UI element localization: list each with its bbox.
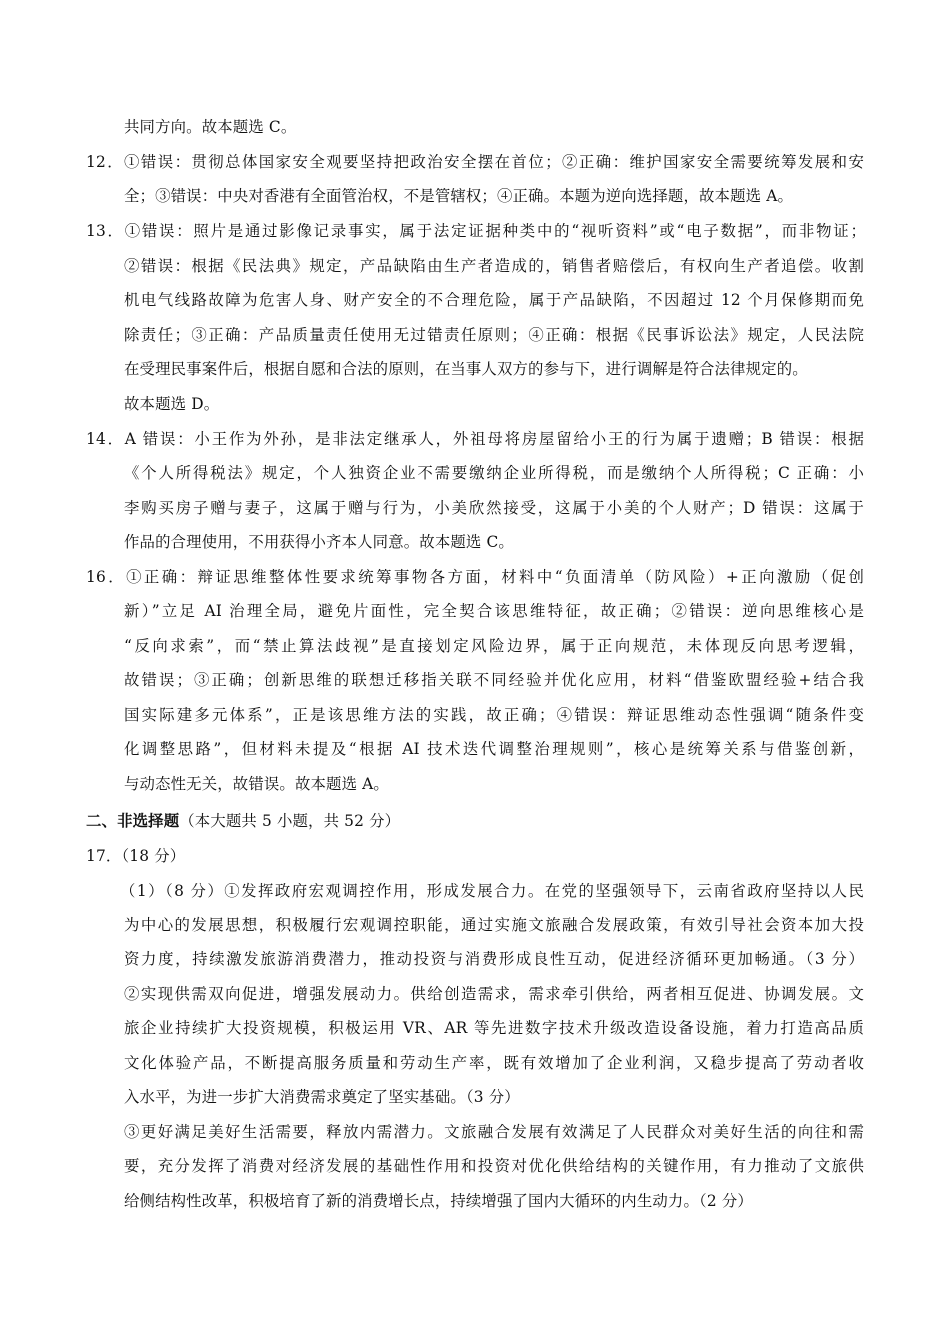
text-line: 新）”立足 AI 治理全局，避免片面性，完全契合该思维特征，故正确；②错误：逆向思维核心是 [124,602,864,620]
text-line: 除责任；③正确：产品质量责任使用无过错责任原则；④正确：根据《民事诉讼法》规定，人民法院 [124,326,864,344]
text-line: 13．①错误：照片是通过影像记录事实，属于法定证据种类中的“视听资料”或“电子数据”，而非物证； [86,222,866,240]
text-line: 与动态性无关，故错误。故本题选 A。 [124,775,389,793]
text-line: 李购买房子赠与妻子，这属于赠与行为，小美欣然接受，这属于小美的个人财产；D 错误：这属于 [124,499,864,517]
text-line: 《个人所得税法》规定，个人独资企业不需要缴纳企业所得税，而是缴纳个人所得税；C 正确：小 [124,464,864,482]
text-line: 为中心的发展思想，积极履行宏观调控职能，通过实施文旅融合发展政策，有效引导社会资本加大投 [124,916,864,934]
text-line: 文化体验产品，不断提高服务质量和劳动生产率，既有效增加了企业利润，又稳步提高了劳动者收 [124,1054,864,1072]
text-line: “反向求索”，而“禁止算法歧视”是直接划定风险边界，属于正向规范，未体现反向思考逻辑， [124,637,864,655]
text-line: 机电气线路故障为危害人身、财产安全的不合理危险，属于产品缺陷，不因超过 12 个月保修期而免 [124,291,864,309]
text-line: 全；③错误：中央对香港有全面管治权，不是管辖权；④正确。本题为逆向选择题，故本题选 A。 [124,187,794,205]
text-line: 国实际建多元体系”，正是该思维方法的实践，故正确；④错误：辩证思维动态性强调“随条件变 [124,706,864,724]
text-line: 共同方向。故本题选 C。 [124,118,297,136]
text-line: 16．①正确：辩证思维整体性要求统筹事物各方面，材料中“负面清单（防风险）+正向激励（促创 [86,568,864,586]
text-line: 故本题选 D。 [124,395,220,413]
text-line: 故错误；③正确；创新思维的联想迁移指关联不同经验并优化应用，材料“借鉴欧盟经验+结合我 [124,671,864,689]
text-line: ②错误：根据《民法典》规定，产品缺陷由生产者造成的，销售者赔偿后，有权向生产者追偿。收割 [124,257,864,275]
text-line: 在受理民事案件后，根据自愿和合法的原则，在当事人双方的参与下，进行调解是符合法律规定的。 [124,360,808,378]
text-line: 给侧结构性改革，积极培育了新的消费增长点，持续增强了国内大循环的内生动力。（2 分） [124,1192,753,1210]
text-line: 17．（18 分） [86,847,186,865]
text-line: 12．①错误：贯彻总体国家安全观要坚持把政治安全摆在首位；②正确：维护国家安全需要统筹发展和安 [86,153,864,171]
text-line: （1）（8 分）①发挥政府宏观调控作用，形成发展合力。在党的坚强领导下，云南省政府坚持以人民 [120,882,864,900]
text-line: 14．A 错误：小王作为外孙，是非法定继承人，外祖母将房屋留给小王的行为属于遗赠；B 错误：根据 [86,430,864,448]
section-heading-title: 二、非选择题 [86,812,180,830]
text-line: ②实现供需双向促进，增强发展动力。供给创造需求，需求牵引供给，两者相互促进、协调发展。文 [124,985,864,1003]
text-line: 旅企业持续扩大投资规模，积极运用 VR、AR 等先进数字技术升级改造设备设施，着力打造高品质 [124,1019,864,1037]
text-line: 化调整思路”，但材料未提及“根据 AI 技术迭代调整治理规则”，核心是统筹关系与借鉴创新， [124,740,864,758]
text-line: 入水平，为进一步扩大消费需求奠定了坚实基础。（3 分） [124,1088,520,1106]
text-line: 要，充分发挥了消费对经济发展的基础性作用和投资对优化供给结构的关键作用，有力推动了文旅供 [124,1157,864,1175]
section-heading [86,811,400,831]
section-heading-note: （本大题共 5 小题，共 52 分） [179,812,401,830]
text-line: ③更好满足美好生活需要，释放内需潜力。文旅融合发展有效满足了人民群众对美好生活的向往和需 [124,1123,864,1141]
text-line: 资力度，持续激发旅游消费潜力，推动投资与消费形成良性互动，促进经济循环更加畅通。（3 分） [124,950,864,968]
text-line: 作品的合理使用，不用获得小齐本人同意。故本题选 C。 [124,533,514,551]
